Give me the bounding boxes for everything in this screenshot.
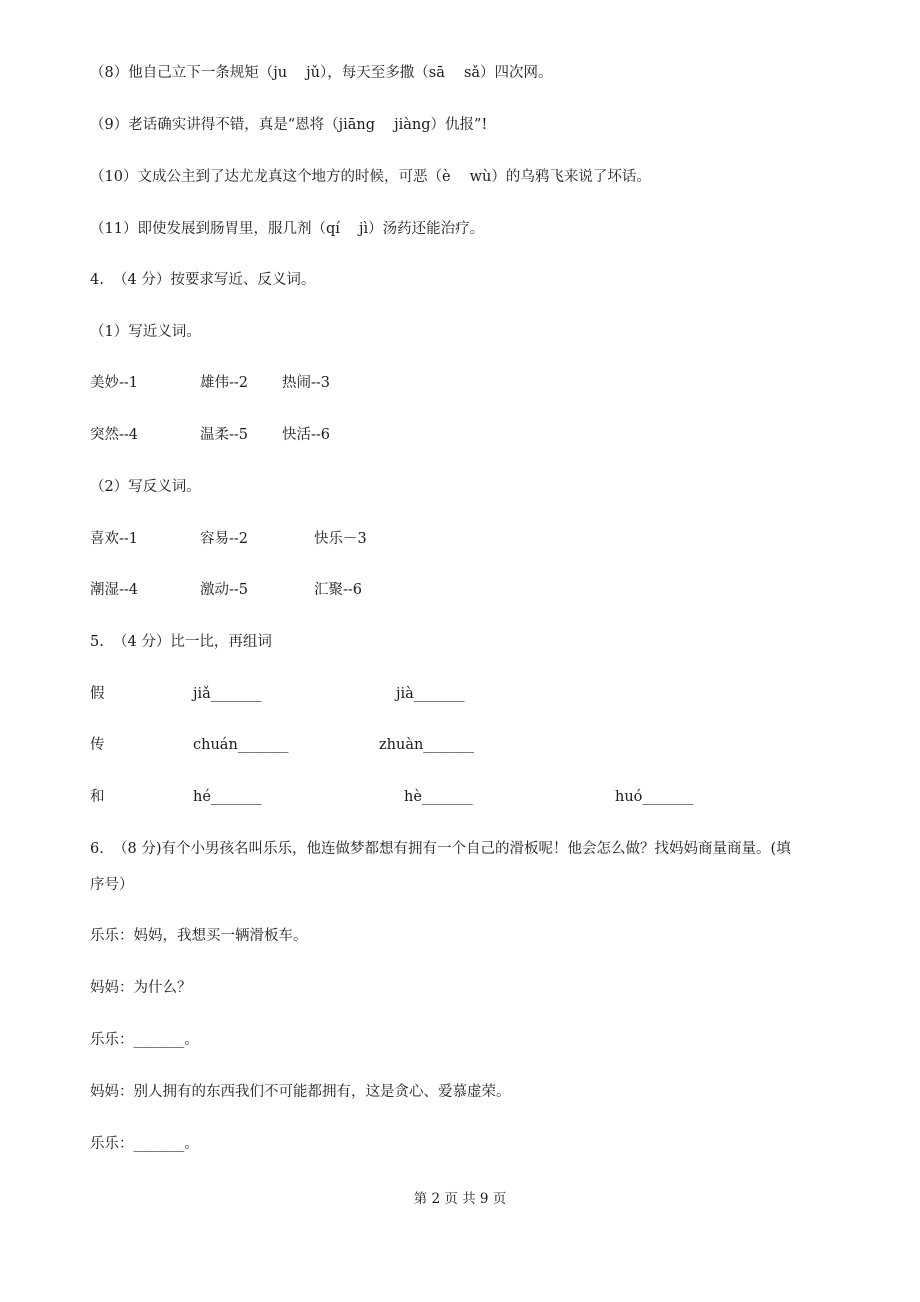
section-6-title: 6. （8 分)有个小男孩名叫乐乐，他连做梦都想有拥有一个自己的滑板呢！他会怎么做？找妈妈商量商量。(填 [90,841,791,857]
compare-reading: huó_______ [615,789,694,805]
section-4-title: 4. （4 分）按要求写近、反义词。 [90,272,316,288]
question-9: （9）老话确实讲得不错，真是“恩将（jiāng jiàng）仇报”! [90,117,488,133]
dialogue-line: 妈妈：别人拥有的东西我们不可能都拥有，这是贪心、爱慕虚荣。 [90,1084,511,1100]
section-4-part-2: （2）写反义词。 [90,479,201,495]
compare-char: 假 [90,686,105,702]
question-10: （10）文成公主到了达尤龙真这个地方的时候，可恶（è wù）的乌鸦飞来说了坏话。 [90,169,651,185]
antonym-item: 汇聚--6 [314,582,363,598]
question-11: （11）即使发展到肠胃里，服几剂（qí jì）汤药还能治疗。 [90,221,485,237]
question-8: （8）他自己立下一条规矩（ju jǔ），每天至多撒（sā sǎ）四次网。 [90,65,553,81]
synonym-item: 温柔--5 [200,427,249,443]
compare-reading: chuán_______ [193,737,289,753]
synonym-item: 突然--4 [90,427,139,443]
section-5-title: 5. （4 分）比一比，再组词 [90,634,272,650]
synonym-item: 快活--6 [282,427,331,443]
synonym-item: 美妙--1 [90,375,139,391]
compare-reading: jià_______ [396,686,465,702]
section-4-part-1: （1）写近义词。 [90,324,201,340]
dialogue-line: 乐乐：妈妈，我想买一辆滑板车。 [90,928,308,944]
dialogue-line: 妈妈：为什么？ [90,980,192,996]
antonym-item: 激动--5 [200,582,249,598]
synonym-item: 热闹--3 [282,375,331,391]
compare-char: 和 [90,789,105,805]
compare-reading: hé_______ [193,789,262,805]
compare-reading: hè_______ [404,789,473,805]
antonym-item: 快乐－3 [314,531,367,547]
dialogue-line: 乐乐：_______。 [90,1136,199,1152]
synonym-item: 雄伟--2 [200,375,249,391]
section-6-title-continued: 序号） [90,877,134,893]
compare-char: 传 [90,737,105,753]
antonym-item: 潮湿--4 [90,582,139,598]
antonym-item: 容易--2 [200,531,249,547]
compare-reading: jiǎ_______ [193,686,262,702]
antonym-item: 喜欢--1 [90,531,139,547]
dialogue-line: 乐乐：_______。 [90,1032,199,1048]
page-number: 第 2 页 共 9 页 [413,1191,507,1207]
compare-reading: zhuàn_______ [379,737,475,753]
